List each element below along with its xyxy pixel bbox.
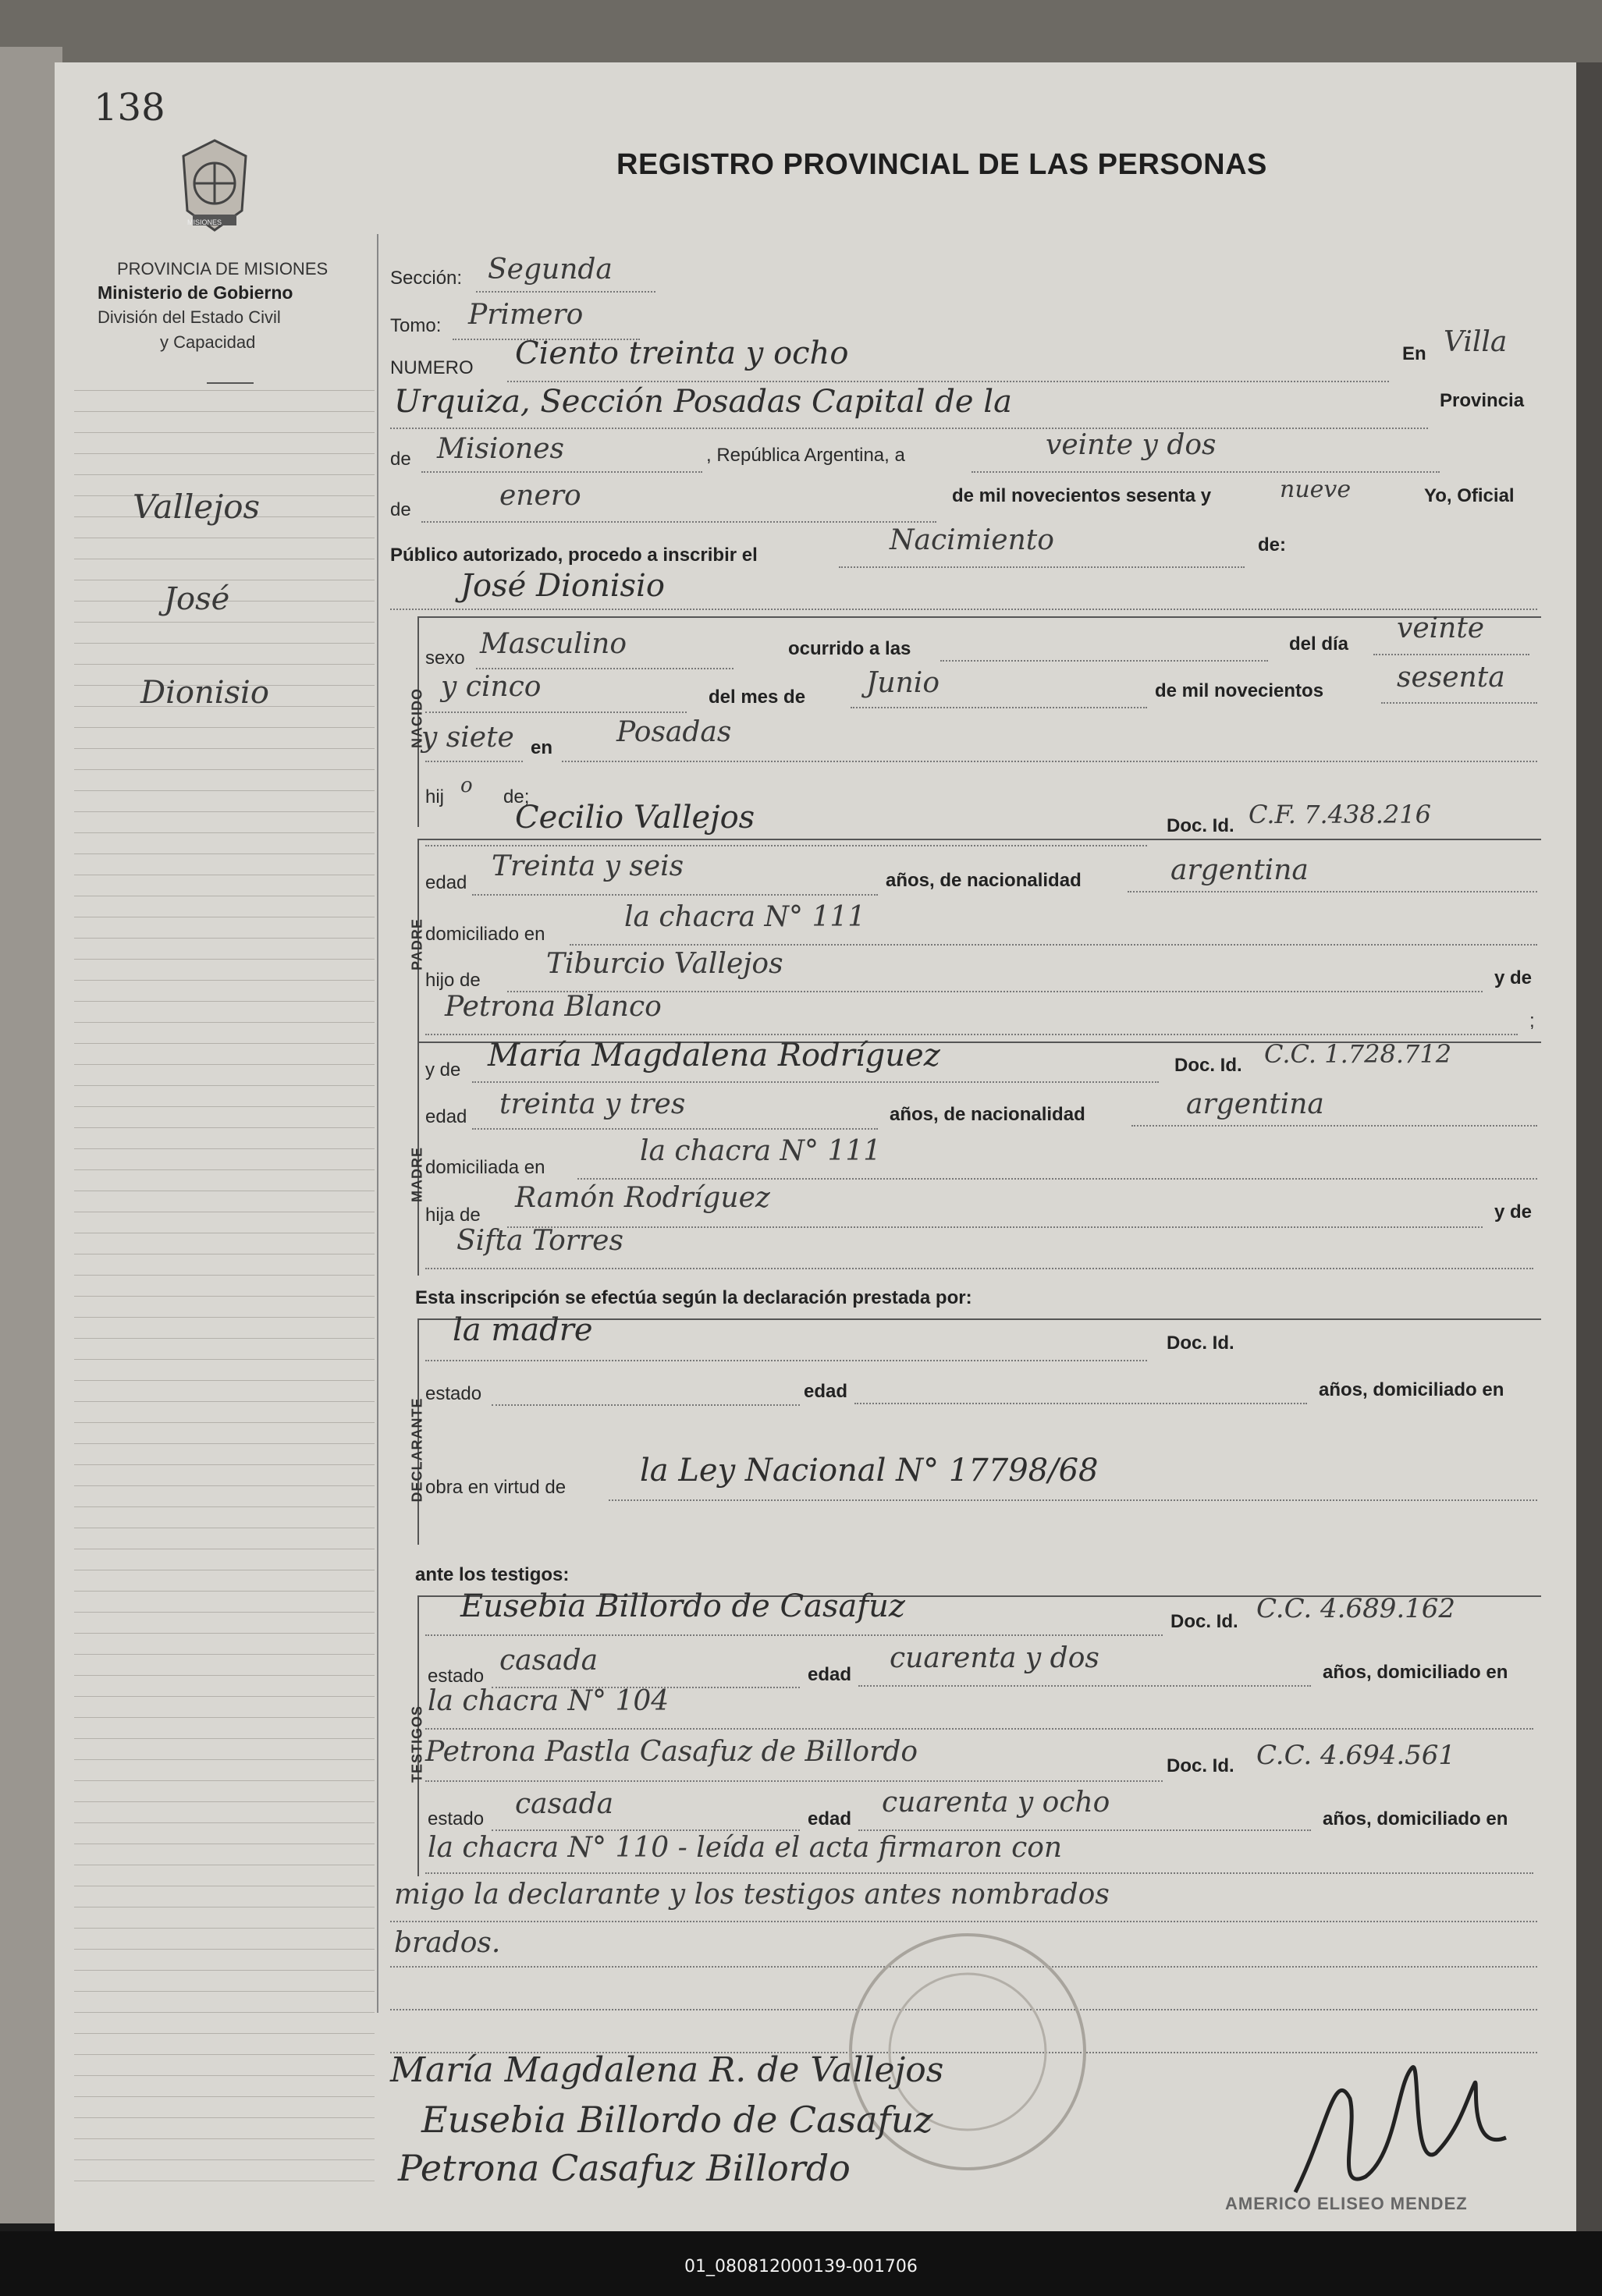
lugar-nac-line (562, 761, 1537, 762)
madre-nombre-line (472, 1081, 1159, 1083)
declarante-edad-line (854, 1403, 1307, 1404)
label-republica: , República Argentina, a (706, 445, 905, 466)
label-declarante-dom: años, domiciliado en (1319, 1379, 1504, 1400)
label-de-mil: de mil novecientos sesenta y (952, 485, 1212, 506)
entry-hijo-sufijo: o (460, 774, 473, 797)
margin-rule (74, 1970, 375, 1971)
label-declarante-edad: edad (804, 1381, 848, 1402)
header-division: División del Estado Civil (98, 307, 281, 327)
testigo2-dom-line (425, 1872, 1533, 1874)
lugar-line (390, 428, 1428, 429)
entry-lugar: Urquiza, Sección Posadas Capital de la (394, 384, 1012, 420)
entry-testigo1: Eusebia Billordo de Casafuz (460, 1588, 905, 1624)
entry-acto: Nacimiento (890, 524, 1054, 556)
header-capacity: y Capacidad (160, 332, 256, 352)
section-madre: MADRE (409, 1147, 425, 1202)
margin-rule (74, 832, 375, 833)
entry-madre-doc: C.C. 1.728.712 (1264, 1039, 1452, 1069)
entry-dia2: y cinco (441, 671, 542, 703)
margin-rule (74, 1506, 375, 1507)
label-padre-nac: años, de nacionalidad (886, 870, 1082, 891)
abuelo-mat-line (507, 1226, 1483, 1228)
margin-rule (74, 748, 375, 749)
entry-padre-nombre: Cecilio Vallejos (515, 800, 755, 836)
abuela-pat-line (425, 1034, 1518, 1035)
signature-mother: María Magdalena R. de Vallejos (390, 2050, 944, 2090)
label-y-de-madre: y de (425, 1059, 461, 1081)
label-inscripcion: Esta inscripción se efectúa según la declaración prestada por: (415, 1287, 972, 1308)
label-testigo1-dom: años, domiciliado en (1323, 1662, 1508, 1683)
margin-rule (74, 622, 375, 623)
padre-edad-line (472, 894, 878, 896)
seal-label: MISIONES (187, 218, 222, 226)
testigo1-dom-line (425, 1728, 1533, 1730)
margin-rule (74, 1801, 375, 1802)
margin-second-name: Dionisio (140, 675, 269, 711)
margin-rule (74, 1338, 375, 1339)
margin-rule (74, 1633, 375, 1634)
margin-rule (74, 664, 375, 665)
margin-first-name: José (164, 581, 230, 617)
entry-testigo2: Petrona Pastla Casafuz de Billordo (425, 1736, 918, 1768)
margin-rule (74, 1169, 375, 1170)
page-title: REGISTRO PROVINCIAL DE LAS PERSONAS (616, 148, 1267, 181)
entry-fecha-dia: veinte y dos (1046, 429, 1217, 461)
label-declarante-doc: Doc. Id. (1167, 1333, 1234, 1354)
margin-rule (74, 727, 375, 728)
margin-rule (74, 411, 375, 412)
header-underline (207, 382, 254, 384)
label-testigo1-estado: estado (428, 1666, 485, 1687)
entry-provincia: Misiones (437, 433, 565, 465)
label-en: En (1402, 343, 1426, 364)
entry-ano-nac2: y siete (421, 722, 514, 754)
entry-abuelo-mat: Ramón Rodríguez (515, 1182, 770, 1214)
label-madre-nac: años, de nacionalidad (890, 1104, 1085, 1125)
margin-rule (74, 1696, 375, 1697)
margin-rule (74, 2096, 375, 2097)
book-top-edge (0, 0, 1602, 70)
margin-rule (74, 2138, 375, 2139)
entry-abuela-mat: Sifta Torres (456, 1225, 623, 1257)
declarante-line (425, 1360, 1147, 1361)
entry-madre-dom: la chacra N° 111 (640, 1135, 882, 1167)
nombre-line (390, 609, 1537, 610)
label-ocurrido: ocurrido a las (788, 638, 911, 659)
entry-testigo1-dom: la chacra N° 104 (428, 1685, 670, 1717)
margin-rule (74, 790, 375, 791)
margin-rule (74, 432, 375, 433)
label-testigos: ante los testigos: (415, 1564, 570, 1585)
label-testigo2-doc: Doc. Id. (1167, 1755, 1234, 1776)
entry-testigo2-doc: C.C. 4.694.561 (1256, 1740, 1456, 1771)
margin-rule (74, 1106, 375, 1107)
margin-rule (74, 1591, 375, 1592)
provincia-line (421, 471, 702, 473)
label-del-dia: del día (1289, 633, 1349, 655)
margin-rule (74, 769, 375, 770)
testigo2-estado-line (492, 1829, 800, 1831)
page-number: 138 (94, 86, 165, 130)
section-declarante: DECLARANTE (409, 1397, 425, 1503)
entry-testigo2-estado: casada (515, 1788, 614, 1820)
madre-nac-line (1131, 1125, 1537, 1127)
margin-rule (74, 1928, 375, 1929)
margin-rule (74, 1064, 375, 1065)
label-yo-oficial: Yo, Oficial (1424, 485, 1515, 506)
section-padre: PADRE (409, 918, 425, 971)
margin-rule (74, 1780, 375, 1781)
label-provincia: Provincia (1440, 390, 1525, 411)
madre-dom-line (577, 1178, 1537, 1180)
label-testigo1-doc: Doc. Id. (1170, 1611, 1238, 1632)
entry-mes: Junio (866, 667, 940, 699)
label-de-colon: de: (1258, 534, 1286, 555)
ano-nac2-line (425, 761, 523, 762)
entry-abuelo-pat: Tiburcio Vallejos (546, 948, 783, 980)
label-y-de-pat: y de (1494, 967, 1533, 988)
entry-ley: la Ley Nacional N° 17798/68 (640, 1453, 1099, 1489)
margin-rule (74, 1317, 375, 1318)
margin-rule (74, 1380, 375, 1381)
margin-divider (377, 234, 378, 2013)
margin-rule (74, 1443, 375, 1444)
margin-rule (74, 853, 375, 854)
entry-padre-edad: Treinta y seis (492, 850, 684, 882)
label-padre-dom: domiciliado en (425, 924, 545, 945)
entry-madre-nac: argentina (1186, 1088, 1324, 1120)
padre-nombre-line (425, 845, 1147, 846)
margin-rule (74, 2075, 375, 2076)
entry-testigo1-edad: cuarenta y dos (890, 1642, 1099, 1674)
label-madre-dom: domiciliada en (425, 1157, 545, 1178)
label-testigo2-dom: años, domiciliado en (1323, 1808, 1508, 1829)
entry-testigo2-dom: la chacra N° 110 - leída el acta firmaron con (428, 1832, 1063, 1864)
label-seccion: Sección: (390, 268, 463, 289)
label-de-provincia: de (390, 449, 411, 470)
label-de-mes: de (390, 499, 411, 520)
entry-padre-dom: la chacra N° 111 (624, 901, 866, 933)
book-right-edge (1576, 62, 1602, 2231)
margin-rule (74, 1085, 375, 1086)
entry-cierre1: migo la declarante y los testigos antes nombrados (394, 1879, 1110, 1911)
madre-edad-line (472, 1128, 878, 1130)
margin-rule (74, 1148, 375, 1149)
label-declarante-estado: estado (425, 1383, 482, 1404)
entry-ano-nac: sesenta (1397, 662, 1505, 694)
label-en-lugar: en (531, 737, 553, 758)
label-de-mil-nov: de mil novecientos (1155, 680, 1324, 701)
ano-nac-line (1381, 702, 1537, 704)
entry-padre-nac: argentina (1170, 854, 1309, 886)
margin-rule (74, 2117, 375, 2118)
obra-line (609, 1499, 1537, 1501)
declarante-estado-line (492, 1404, 800, 1406)
entry-sexo: Masculino (480, 628, 627, 660)
label-padre-doc: Doc. Id. (1167, 815, 1234, 836)
nacido-top (417, 616, 1541, 618)
margin-rule (74, 1001, 375, 1002)
testigo2-line (425, 1780, 1163, 1782)
label-y-de-mat: y de (1494, 1201, 1533, 1223)
sexo-line (476, 668, 734, 669)
entry-dia: veinte (1397, 612, 1485, 644)
margin-rule (74, 1022, 375, 1023)
entry-abuela-pat: Petrona Blanco (445, 991, 662, 1023)
entry-testigo1-doc: C.C. 4.689.162 (1256, 1593, 1456, 1624)
margin-rule (74, 1275, 375, 1276)
margin-rule (74, 1359, 375, 1360)
image-caption: 01_080812000139-001706 (684, 2257, 918, 2276)
entry-fecha-mes: enero (499, 480, 581, 512)
label-madre-edad: edad (425, 1106, 467, 1127)
padre-top (417, 839, 1541, 840)
label-publico: Público autorizado, procedo a inscribir el (390, 545, 758, 566)
testigo2-edad-line (858, 1829, 1311, 1831)
entry-seccion: Segunda (488, 254, 613, 286)
margin-rule (74, 390, 375, 391)
margin-rule (74, 2033, 375, 2034)
margin-rule (74, 1991, 375, 1992)
margin-rule (74, 2012, 375, 2013)
margin-rule (74, 811, 375, 812)
margin-rule (74, 643, 375, 644)
section-nacido: NACIDO (409, 688, 425, 748)
entry-numero: Ciento treinta y ocho (515, 335, 849, 371)
entry-lugar-nac: Posadas (616, 716, 732, 748)
label-testigo2-edad: edad (808, 1808, 852, 1829)
official-signature (1280, 2036, 1514, 2216)
acto-line (839, 566, 1245, 568)
margin-rule (74, 1485, 375, 1486)
entry-cierre2: brados. (394, 1927, 501, 1959)
header-province: PROVINCIA DE MISIONES (117, 259, 329, 279)
margin-rule (74, 938, 375, 939)
label-hijo: hij (425, 786, 445, 807)
padre-nac-line (1128, 891, 1537, 892)
entry-nombre: José Dionisio (460, 568, 665, 604)
margin-rule (74, 1675, 375, 1676)
margin-rule (74, 980, 375, 981)
label-abuelo-pat: hijo de (425, 970, 481, 991)
fecha-dia-line (972, 471, 1440, 473)
seccion-line (476, 291, 655, 293)
label-testigo1-edad: edad (808, 1664, 852, 1685)
signature-witness1: Eusebia Billordo de Casafuz (421, 2099, 933, 2141)
margin-rule (74, 2159, 375, 2160)
margin-surname: Vallejos (133, 488, 261, 526)
margin-rule (74, 1422, 375, 1423)
book-left-pages (0, 47, 62, 2223)
mes-line (851, 707, 1147, 708)
entry-madre-edad: treinta y tres (499, 1088, 686, 1120)
entry-padre-doc: C.F. 7.438.216 (1249, 800, 1431, 829)
margin-rule (74, 474, 375, 475)
header-ministry: Ministerio de Gobierno (98, 282, 293, 303)
abuela-mat-line (425, 1268, 1533, 1269)
cierre1-line (390, 1921, 1537, 1922)
label-tomo: Tomo: (390, 315, 442, 336)
margin-rule (74, 959, 375, 960)
margin-rule (74, 1464, 375, 1465)
entry-declarante: la madre (453, 1312, 593, 1348)
dia-line (1373, 654, 1529, 655)
margin-rule (74, 1717, 375, 1718)
testigo1-line (425, 1634, 1163, 1636)
margin-rule (74, 1043, 375, 1044)
label-semicolon: ; (1529, 1010, 1535, 1031)
label-numero: NUMERO (390, 357, 474, 378)
testigo1-edad-line (858, 1685, 1311, 1687)
margin-rule (74, 1401, 375, 1402)
label-padre-edad: edad (425, 872, 467, 893)
margin-rule (74, 1822, 375, 1823)
section-testigos: TESTIGOS (409, 1705, 425, 1783)
label-testigo2-estado: estado (428, 1808, 485, 1829)
margin-rule (74, 453, 375, 454)
margin-rule (74, 1654, 375, 1655)
label-abuelo-mat: hija de (425, 1205, 481, 1226)
label-obra: obra en virtud de (425, 1477, 567, 1498)
entry-tomo: Primero (468, 299, 584, 331)
signature-witness2: Petrona Casafuz Billordo (398, 2147, 851, 2189)
margin-rule (74, 1949, 375, 1950)
entry-madre-nombre: María Magdalena Rodríguez (488, 1038, 940, 1073)
margin-rule (74, 1296, 375, 1297)
dia2-line (425, 712, 687, 713)
entry-testigo2-edad: cuarenta y ocho (882, 1787, 1110, 1819)
hora-line (940, 660, 1268, 662)
label-madre-doc: Doc. Id. (1174, 1055, 1242, 1076)
numero-line (507, 381, 1389, 382)
official-name: AMERICO ELISEO MENDEZ (1225, 2194, 1468, 2213)
margin-rule (74, 1127, 375, 1128)
padre-dom-line (570, 944, 1537, 946)
margin-rule (74, 1738, 375, 1739)
label-sexo: sexo (425, 648, 465, 669)
fecha-mes-line (421, 521, 936, 523)
margin-rule (74, 1759, 375, 1760)
entry-ano: nueve (1280, 476, 1352, 503)
label-del-mes: del mes de (709, 687, 806, 708)
label-de-semicolon: de; (503, 786, 530, 807)
entry-testigo1-estado: casada (499, 1645, 599, 1677)
margin-rule (74, 2054, 375, 2055)
entry-en: Villa (1444, 326, 1508, 358)
margin-rule (74, 1612, 375, 1613)
